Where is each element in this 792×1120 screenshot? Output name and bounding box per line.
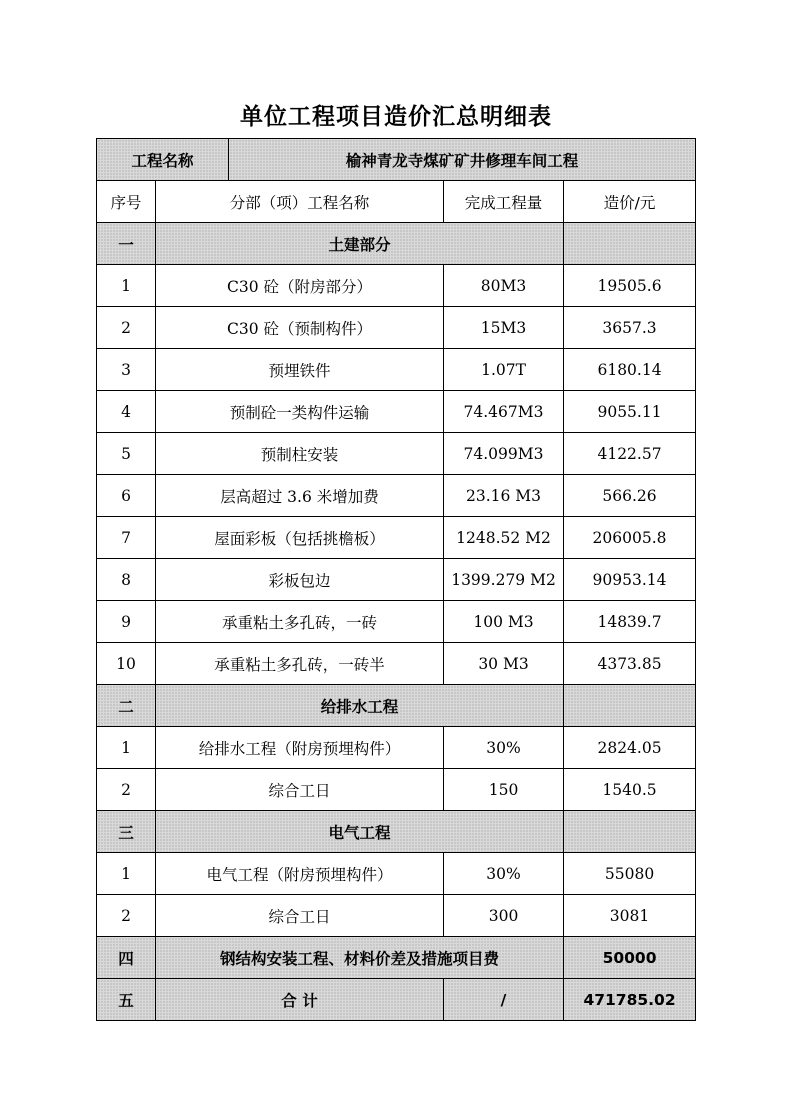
item-seq: 1: [97, 727, 156, 769]
header-cost: 造价/元: [564, 181, 696, 223]
header-seq: 序号: [97, 181, 156, 223]
item-cost: 19505.6: [564, 265, 696, 307]
item-cost: 55080: [564, 853, 696, 895]
section-seq: 三: [97, 811, 156, 853]
section-row: [97, 811, 696, 853]
table-row: [97, 769, 696, 811]
item-seq: 10: [97, 643, 156, 685]
item-seq: 4: [97, 391, 156, 433]
header-name: 分部（项）工程名称: [156, 181, 444, 223]
item-cost: 206005.8: [564, 517, 696, 559]
steel-seq: 四: [97, 937, 156, 979]
table-row: [97, 601, 696, 643]
project-label: 工程名称: [97, 139, 229, 181]
table-row: [97, 643, 696, 685]
table-row: [97, 349, 696, 391]
item-qty: 30%: [444, 727, 564, 769]
item-cost: 2824.05: [564, 727, 696, 769]
item-seq: 1: [97, 853, 156, 895]
item-name: 承重粘土多孔砖，一砖半: [156, 643, 444, 685]
total-label: 合 计: [156, 979, 444, 1021]
total-seq: 五: [97, 979, 156, 1021]
item-seq: 2: [97, 895, 156, 937]
cost-summary-table: [96, 138, 696, 1021]
item-name: 电气工程（附房预埋构件）: [156, 853, 444, 895]
table-row: [97, 307, 696, 349]
total-row: [97, 979, 696, 1021]
item-name: 层高超过 3.6 米增加费: [156, 475, 444, 517]
item-cost: 9055.11: [564, 391, 696, 433]
table-row: [97, 853, 696, 895]
total-qty: /: [444, 979, 564, 1021]
item-cost: 3081: [564, 895, 696, 937]
item-qty: 1399.279 M2: [444, 559, 564, 601]
item-seq: 8: [97, 559, 156, 601]
item-name: 彩板包边: [156, 559, 444, 601]
item-name: C30 砼（附房部分）: [156, 265, 444, 307]
item-seq: 1: [97, 265, 156, 307]
item-seq: 3: [97, 349, 156, 391]
item-seq: 5: [97, 433, 156, 475]
steel-cost: 50000: [564, 937, 696, 979]
item-cost: 6180.14: [564, 349, 696, 391]
item-cost: 3657.3: [564, 307, 696, 349]
header-qty: 完成工程量: [444, 181, 564, 223]
section-name: 给排水工程: [156, 685, 564, 727]
item-name: 综合工日: [156, 895, 444, 937]
section-seq: 一: [97, 223, 156, 265]
item-name: 屋面彩板（包括挑檐板）: [156, 517, 444, 559]
item-qty: 30 M3: [444, 643, 564, 685]
item-seq: 2: [97, 307, 156, 349]
item-cost: 4373.85: [564, 643, 696, 685]
item-name: 承重粘土多孔砖，一砖: [156, 601, 444, 643]
total-cost: 471785.02: [564, 979, 696, 1021]
item-cost: 4122.57: [564, 433, 696, 475]
item-qty: 74.467M3: [444, 391, 564, 433]
item-qty: 74.099M3: [444, 433, 564, 475]
item-qty: 15M3: [444, 307, 564, 349]
section-seq: 二: [97, 685, 156, 727]
item-cost: 14839.7: [564, 601, 696, 643]
item-seq: 9: [97, 601, 156, 643]
item-name: 综合工日: [156, 769, 444, 811]
section-cost-empty: [564, 811, 696, 853]
table-row: [97, 433, 696, 475]
steel-name: 钢结构安装工程、材料价差及措施项目费: [156, 937, 564, 979]
item-name: 预制砼一类构件运输: [156, 391, 444, 433]
item-seq: 2: [97, 769, 156, 811]
item-qty: 80M3: [444, 265, 564, 307]
table-row: [97, 517, 696, 559]
table-row: [97, 895, 696, 937]
table-row: [97, 475, 696, 517]
item-qty: 100 M3: [444, 601, 564, 643]
section-name: 土建部分: [156, 223, 564, 265]
section-row: [97, 685, 696, 727]
item-qty: 300: [444, 895, 564, 937]
table-row: [97, 265, 696, 307]
section-name: 电气工程: [156, 811, 564, 853]
item-name: 预制柱安装: [156, 433, 444, 475]
section-cost-empty: [564, 685, 696, 727]
item-cost: 90953.14: [564, 559, 696, 601]
item-name: 给排水工程（附房预埋构件）: [156, 727, 444, 769]
table-row: [97, 727, 696, 769]
page-title: 单位工程项目造价汇总明细表: [240, 104, 552, 130]
item-qty: 23.16 M3: [444, 475, 564, 517]
item-cost: 566.26: [564, 475, 696, 517]
item-qty: 1248.52 M2: [444, 517, 564, 559]
item-seq: 7: [97, 517, 156, 559]
item-qty: 1.07T: [444, 349, 564, 391]
section-cost-empty: [564, 223, 696, 265]
table-row: [97, 391, 696, 433]
item-qty: 30%: [444, 853, 564, 895]
item-cost: 1540.5: [564, 769, 696, 811]
item-name: C30 砼（预制构件）: [156, 307, 444, 349]
table-row: [97, 559, 696, 601]
steel-structure-row: [97, 937, 696, 979]
project-name: 榆神青龙寺煤矿矿井修理车间工程: [229, 139, 696, 181]
item-seq: 6: [97, 475, 156, 517]
project-name-row: [97, 139, 696, 181]
item-name: 预埋铁件: [156, 349, 444, 391]
section-row: [97, 223, 696, 265]
item-qty: 150: [444, 769, 564, 811]
header-row: [97, 181, 696, 223]
